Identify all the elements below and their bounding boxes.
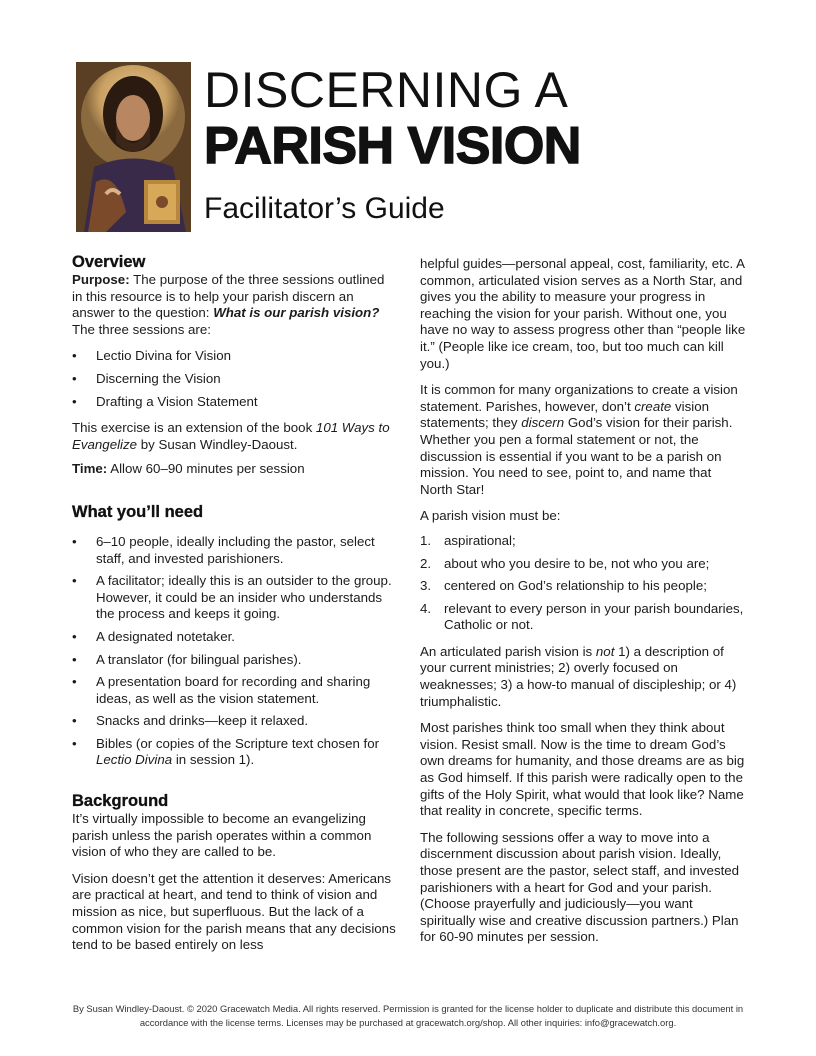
list-item: • 6–10 people, ideally including the pastor, select staff, and invested parishioners. — [72, 534, 398, 567]
must-be-text: A parish vision must be: — [420, 508, 561, 524]
list-item — [72, 736, 398, 769]
p2-text-a: It is common for many organizations to create a vision statement. Parishes, however, don’t — [420, 382, 738, 414]
list-item — [420, 556, 746, 573]
list-item: • Snacks and drinks—keep it relaxed. — [72, 713, 398, 730]
right-paragraph-3 — [420, 644, 746, 710]
bibles-text: Bibles (or copies of the Scripture text chosen for — [96, 735, 380, 751]
purpose-paragraph — [72, 272, 398, 338]
background-heading: Background — [72, 792, 169, 811]
list-text: about who you desire to be, not who you are; — [444, 555, 710, 571]
need-heading: What you’ll need — [72, 502, 204, 521]
purpose-label: Purpose: — [72, 272, 130, 287]
overview-heading: Overview — [72, 253, 146, 271]
list-number: 1. — [420, 532, 432, 548]
list-item — [420, 578, 746, 595]
time-label: Time: — [72, 461, 108, 477]
right-column — [420, 256, 746, 946]
extension-paragraph — [72, 420, 398, 453]
christ-icon-image — [76, 62, 191, 232]
list-number: 2. — [420, 555, 432, 571]
extension-text: This exercise is an extension of the book — [72, 420, 316, 436]
list-text: aspirational; — [444, 532, 516, 548]
p2-text-c: God’s vision for their parish. Whether you pen a formal statement or not, the discussion is essential if you want to be a parish on mission. You need to see, point to, and name that North Star! — [420, 415, 733, 497]
p2-create: create — [634, 398, 672, 414]
bibles-tail: in session 1). — [172, 752, 255, 768]
book-title: 101 Ways to Evangelize — [72, 420, 390, 452]
right-paragraph-2 — [420, 382, 746, 498]
right-paragraph-5: The following sessions offer a way to move into a discernment discussion about parish vision. Ideally, those present are the pastor, select staff, and invested parishioners with a heart for God and your parish. (Choose prayerfully and judiciously—you want spiritually wise and creative discussion partners.) Plan for 60-90 minutes per session. — [420, 829, 740, 945]
list-item: • A presentation board for recording and sharing ideas, as well as the vision statement. — [72, 674, 398, 707]
background-paragraph-2: Vision doesn’t get the attention it deserves: Americans are practical at heart, and tend to think of vision and mission as nice, but superfluous. But the lack of a common vision for the parish means that any decisions tend to be based entirely on less — [72, 870, 396, 953]
time-paragraph — [72, 461, 398, 478]
purpose-text: The purpose of the three sessions outlined in this resource is to help your parish discern an answer to the question: — [72, 272, 385, 321]
list-text: relevant to every person in your parish boundaries, Catholic or not. — [444, 600, 744, 633]
list-item: • A facilitator; ideally this is an outsider to the group. However, it could be an insider who understands the process and keeps it going. — [72, 573, 398, 623]
background-paragraph-1: It’s virtually impossible to become an evangelizing parish unless the parish operates within a common vision of who they are called to be. — [72, 811, 372, 860]
list-item: • A translator (for bilingual parishes). — [72, 652, 398, 669]
title-line-2: PARISH VISION — [204, 117, 581, 175]
list-item: • Lectio Divina for Vision — [72, 348, 398, 365]
subtitle: Facilitator’s Guide — [204, 192, 445, 225]
criteria-list — [420, 533, 746, 634]
p3-text-a: An articulated parish vision is — [420, 643, 596, 659]
list-item: • Drafting a Vision Statement — [72, 394, 398, 411]
right-paragraph-4: Most parishes think too small when they think about vision. Resist small. Now is the time to dream God’s own dreams for humanity, and those dreams are as big as God himself. If this parish were radically open to the gifts of the Holy Spirit, what would that look like? Name that reality in concrete, specific terms. — [420, 720, 745, 819]
left-column — [72, 252, 398, 954]
p2-discern: discern — [521, 415, 565, 431]
purpose-tail: The three sessions are: — [72, 321, 211, 337]
title-line-1: DISCERNING A — [204, 62, 569, 118]
p3-text-b: 1) a description of your current ministries; 2) overly focused on weaknesses; 3) a how-to manual of discipleship; or 4) triumphalistic. — [420, 643, 737, 709]
list-item: • A designated notetaker. — [72, 629, 398, 646]
p3-not: not — [595, 643, 615, 659]
list-number: 4. — [420, 600, 432, 616]
time-text: Allow 60–90 minutes per session — [107, 461, 305, 477]
needs-list — [72, 534, 398, 769]
list-text: centered on God’s relationship to his people; — [444, 578, 707, 594]
list-item — [420, 533, 746, 550]
bibles-italic: Lectio Divina — [96, 752, 173, 768]
right-paragraph-1: helpful guides—personal appeal, cost, familiarity, etc. A common, articulated vision serves as a North Star, and gives you the ability to measure your progress in reaching the vision for your parish. Without one, you have no way to assess progress other than “people like it.” (People like ice cream, too, but too much can kill you.) — [420, 256, 746, 371]
copyright-footer: By Susan Windley-Daoust. © 2020 Gracewatch Media. All rights reserved. Permission is granted for the license holder to duplicate and distribute this document in accordance with the license terms. Licenses may be purchased at gracewatch.org/shop. All other inquiries: info@gracewatch.org. — [72, 1003, 744, 1028]
list-item: • Discerning the Vision — [72, 371, 398, 388]
sessions-list — [72, 348, 398, 410]
purpose-question: What is our parish vision? — [213, 305, 380, 321]
list-number: 3. — [420, 578, 432, 594]
extension-tail: by Susan Windley-Daoust. — [137, 436, 298, 452]
list-item — [420, 601, 746, 634]
p2-text-b: vision statements; they — [420, 398, 710, 431]
